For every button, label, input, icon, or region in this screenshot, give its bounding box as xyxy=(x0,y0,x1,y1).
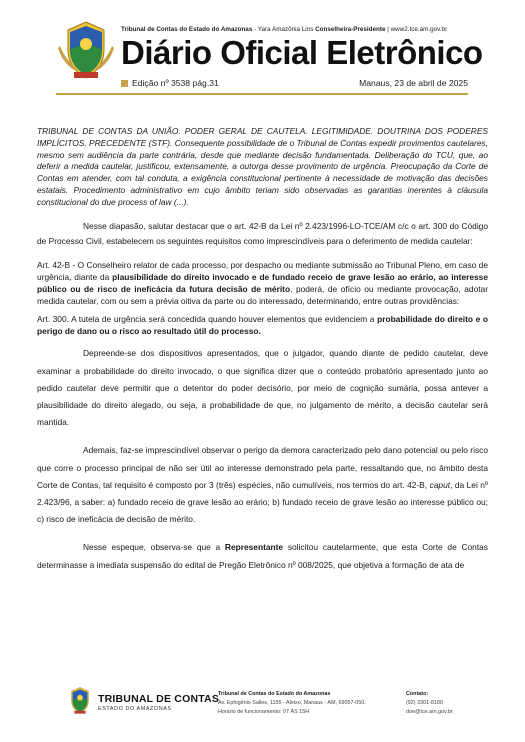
article-300-citation xyxy=(37,314,488,338)
caput-term: caput xyxy=(429,479,451,490)
footer-address: Av. Ephigênio Salles, 1155 - Aleixo, Manaus - AM, 69057-050. xyxy=(218,700,366,707)
president-name: - Yara Amazônia Lins xyxy=(252,26,316,33)
paragraph-danger-text-end: , da Lei nº 2.423/96, a saber: a) fundado receio de grave lesão ao erário; b) fundado receio de grave lesão ao interesse público ou; c) risco de ineficácia de decisão de mérito. xyxy=(37,479,488,525)
page-header xyxy=(0,0,525,110)
page-title: Diário Oficial Eletrônico xyxy=(121,34,483,71)
footer-brand-subtitle: ESTADO DO AMAZONAS xyxy=(98,706,172,712)
article-42b-citation xyxy=(37,260,488,308)
footer-hours: Horário de funcionamento: 07 ÀS 15H xyxy=(218,709,310,716)
representante-term: Representante xyxy=(224,542,284,553)
paragraph-representation-text: Nesse espeque, observa-se que a xyxy=(83,542,225,553)
edition-label: Edição nº 3538 pág.31 xyxy=(132,78,219,88)
document-body xyxy=(37,126,488,574)
footer-address-block xyxy=(218,690,366,718)
square-bullet-icon xyxy=(121,80,128,87)
header-top-line xyxy=(121,26,447,33)
tce-am-emblem-logo xyxy=(56,20,116,82)
edition-info xyxy=(121,78,219,88)
tce-am-emblem-small-logo xyxy=(66,686,94,716)
footer-email[interactable]: doe@tce.am.gov.br xyxy=(406,709,453,716)
footer-phone[interactable]: (92) 3301-8180 xyxy=(406,700,443,707)
paragraph-danger xyxy=(37,442,488,528)
paragraph-representation xyxy=(37,539,488,573)
paragraph-analysis: Depreende-se dos dispositivos apresentados, que o julgador, quando diante de pedido cautelar, deve examinar a probabilidade do direito invocado, o que significa dizer que o conteúdo probatório apresentado junto ao pedido cautelar deve permitir que o detentor do poder decisório, por meio de cognição sumária, possa antever a plausibilidade do direito alegado, ou seja, a probabilidade de que, no julgamento de mérito, a decisão cautelar será mantida. xyxy=(37,348,488,428)
publication-date: Manaus, 23 de abril de 2025 xyxy=(359,78,468,88)
paragraph-requirements: Nesse diapasão, salutar destacar que o art. 42-B da Lei nº 2.423/1996-LO-TCE/AM c/c o art. 300 do Código de Processo Civil, estabelecem os seguintes requisitos como imprescindíveis para o deferimento de medida cautelar: xyxy=(37,221,488,247)
footer-contact-title: Contato: xyxy=(406,691,429,697)
article-42b-text: Art. 42-B - O Conselheiro relator de cada processo, por despacho ou mediante submissão ao Tribunal Pleno, em caso de urgência, diante da xyxy=(37,259,488,282)
president-role: Conselheira-Presidente xyxy=(315,26,386,33)
jurisprudence-quote: TRIBUNAL DE CONTAS DA UNIÃO. PODER GERAL DE CAUTELA. LEGITIMIDADE. DOUTRINA DOS PODERES IMPLÍCITOS. PRECEDENTE (STF). Consequente possibilidade de o Tribunal de Contas expedir provimentos cautelares, mesmo sem audiência da parte contrária, desde que mediante decisão fundamentada. Deliberação do TCU, que, ao deferir a medida cautelar, justificou, extensamente, a outorga desse provimento de urgência. Preocupação da Corte de Contas em atender, com tal conduta, a exigência constitucional pertinente à necessidade de motivação das decisões estatais. Procedimento administrativo em cujo âmbito teriam sido observadas as garantias inerentes à cláusula constitucional do due process of law (...). xyxy=(37,126,488,207)
header-divider xyxy=(56,93,468,95)
page-footer xyxy=(0,672,525,742)
footer-brand: TRIBUNAL DE CONTAS xyxy=(98,693,220,705)
article-300-emphasis: probabilidade do direito e o perigo de dano ou o risco ao resultado útil do processo. xyxy=(37,314,489,337)
court-name: Tribunal de Contas do Estado do Amazonas xyxy=(121,26,253,33)
article-42b-text-end: , poderá, de ofício ou mediante provocação, adotar medida cautelar, com ou sem a prévia oitiva da parte ou do interessado, determinando, entre outras providências: xyxy=(37,283,488,306)
footer-info-title: Tribunal de Contas do Estado do Amazonas xyxy=(218,691,331,697)
article-300-text: Art. 300. A tutela de urgência será concedida quando houver elementos que evidenciem a xyxy=(37,314,378,325)
footer-contact-block xyxy=(406,690,453,718)
paragraph-danger-text: Ademais, faz-se imprescindível observar o perigo da demora caracterizado pelo dano potencial ou pelo risco que corre o processo principal de não ser útil ao interesse demonstrado pela parte, ressaltando que, no âmbito desta Corte de Contas, tal requisito é composto por 3 (três) espécies, não cumulíveis, nos termos do art. 42-B, xyxy=(37,445,488,490)
website-link[interactable]: | www2.tce.am.gov.br xyxy=(385,26,448,33)
article-42b-emphasis: plausibilidade do direito invocado e de fundado receio de grave lesão ao erário, ao interesse público ou de risco de ineficácia da futura decisão de mérito xyxy=(37,271,488,294)
paragraph-representation-text-end: solicitou cautelarmente, que esta Corte de Contas determinasse a imediata suspensão do edital de Pregão Eletrônico nº 008/2025, que objetiva a formação de ata de xyxy=(37,542,488,570)
